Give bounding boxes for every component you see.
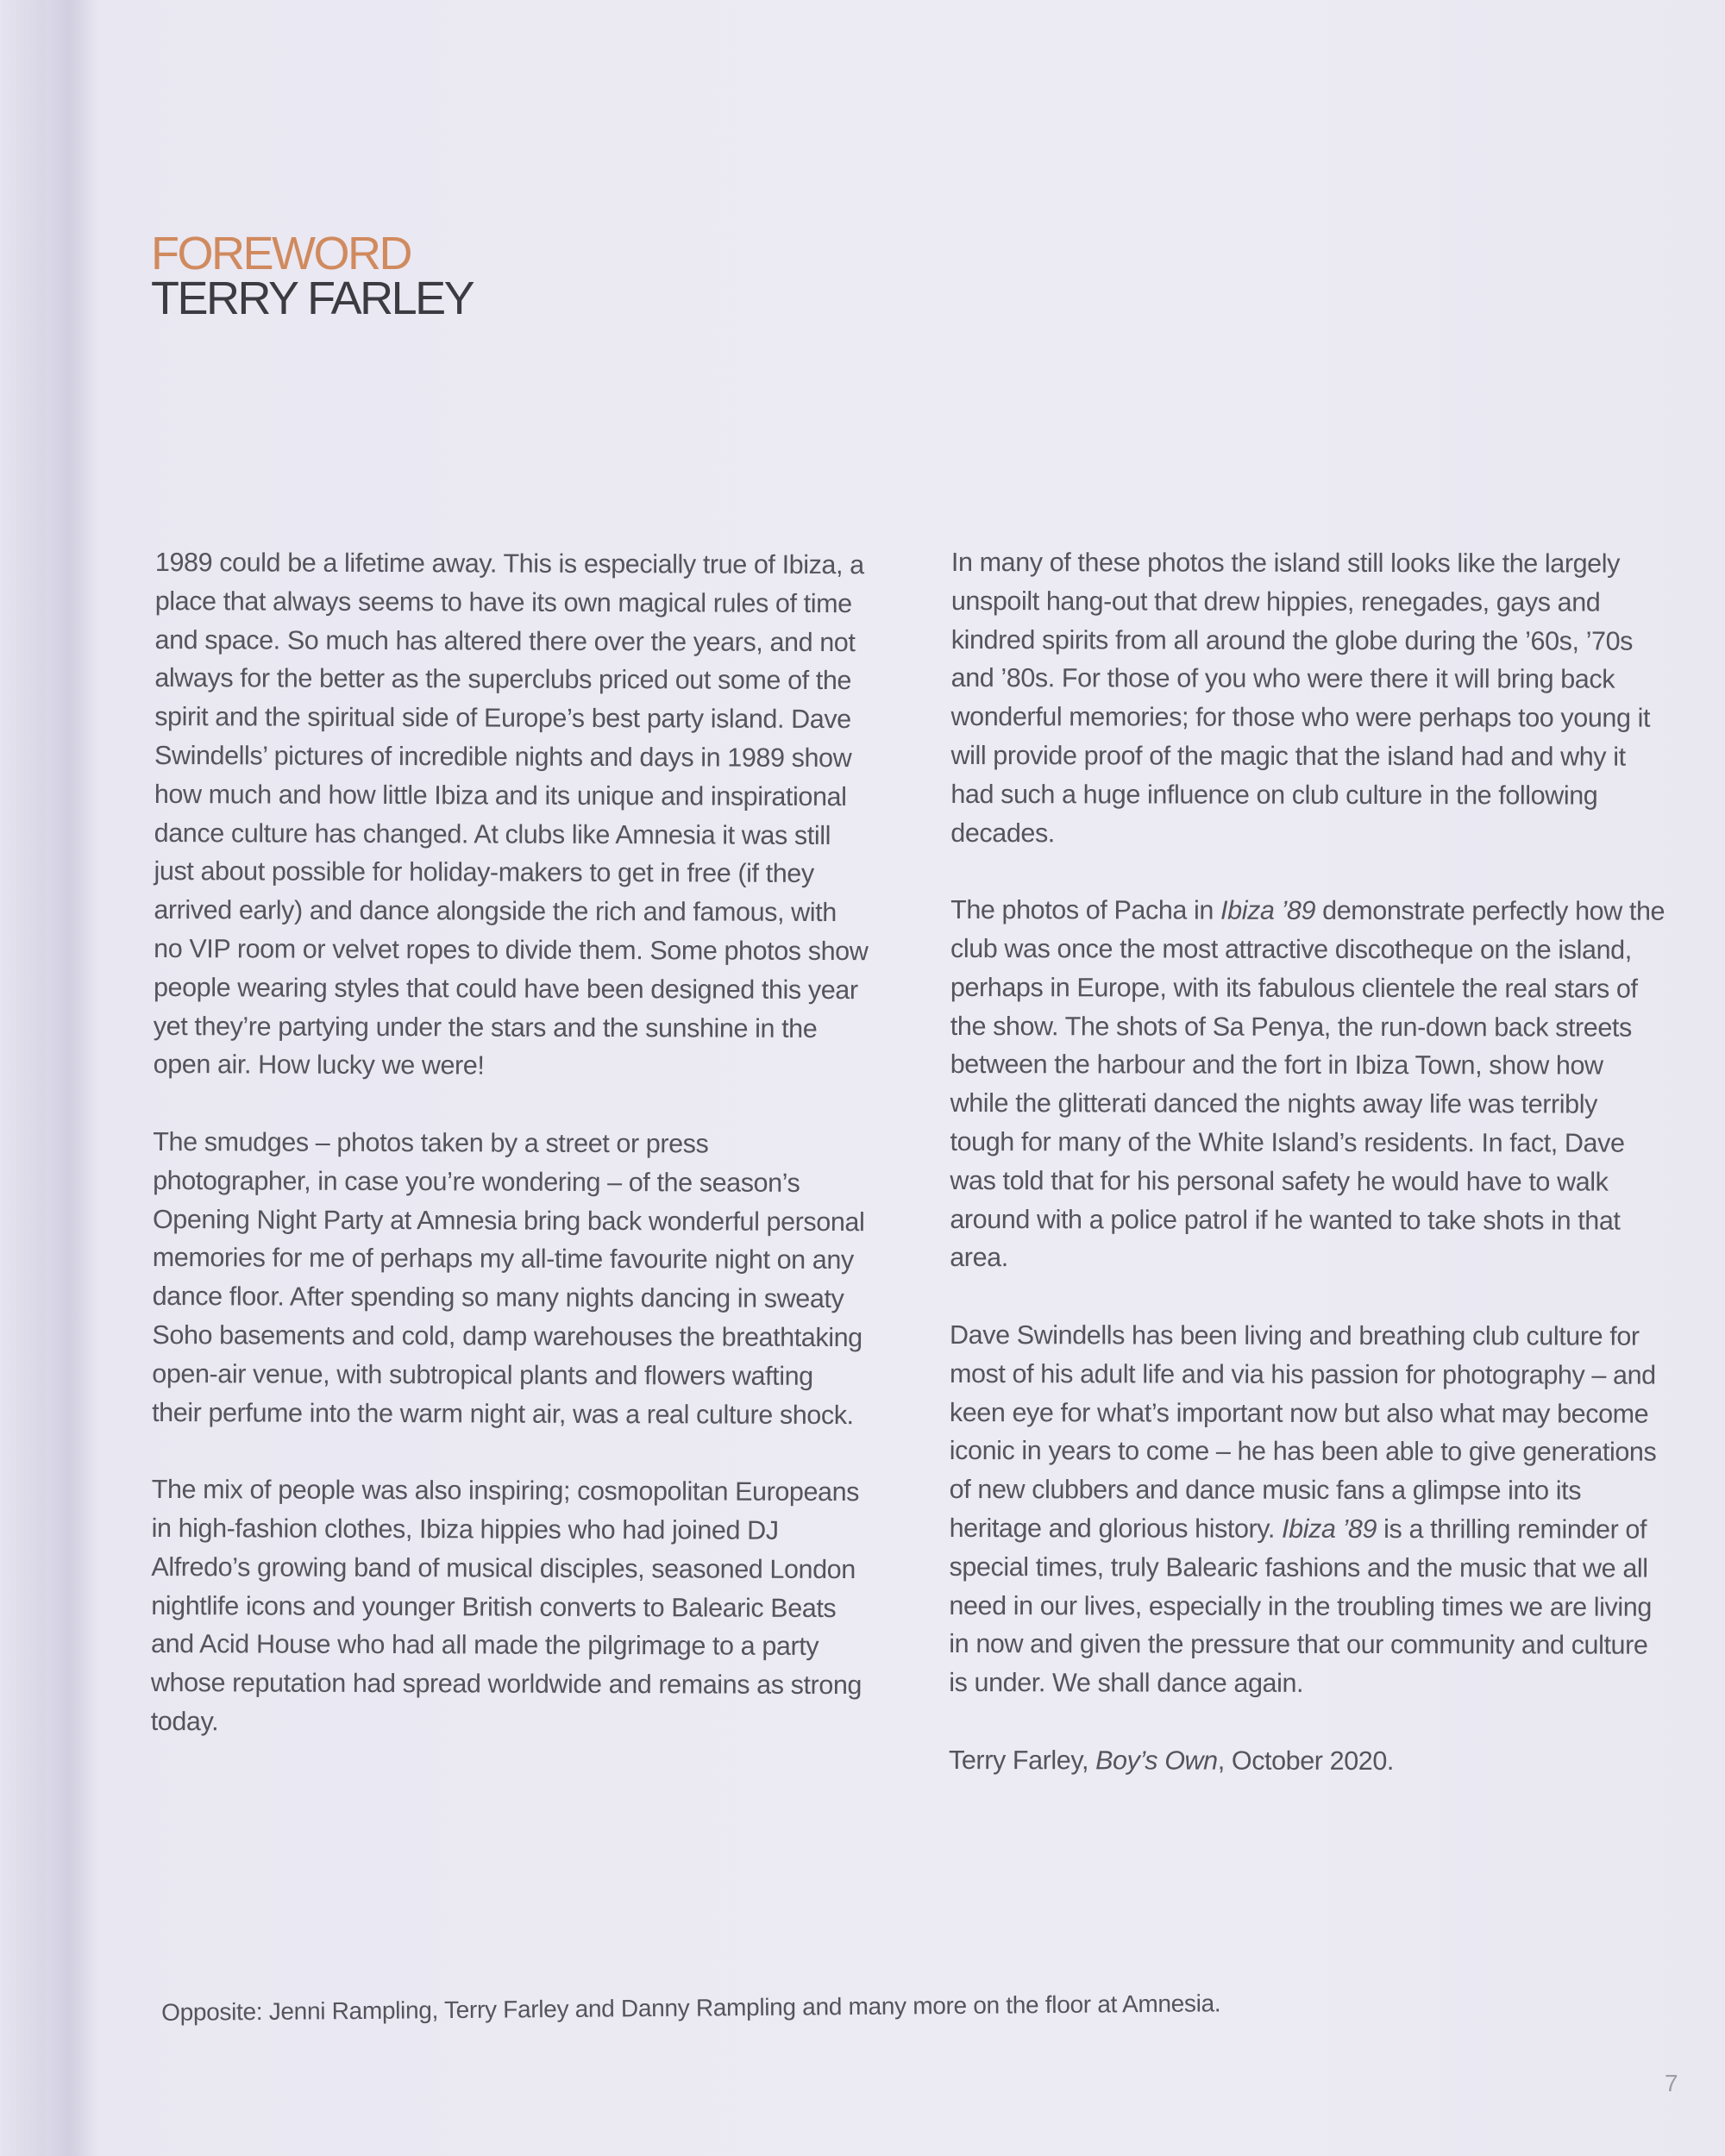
paragraph-2: The smudges – photos taken by a street or press photographer, in case you’re wondering – of the season’s Opening Night Party at Amnesia bring back wonderful personal memories for me of perhaps my all-time favourite night on any dance floor. After spending so many nights dancing in sweaty Soho basements and cold, damp warehouses the breathtaking open-air venue, with subtropical plants and flowers wafting their perfume into the warm night air, was a real culture shock. [152, 1126, 865, 1430]
photo-caption: Opposite: Jenni Rampling, Terry Farley and Danny Rampling and many more on the floor at Amnesia. [161, 1990, 1221, 2026]
paragraph-6 [949, 1316, 1665, 1704]
foreword-heading [151, 228, 474, 324]
paragraph-4: In many of these photos the island still looks like the largely unspoilt hang-out that drew hippies, renegades, gays and kindred spirits from all around the globe during the ’60s, ’70s and ’80s. For those of you who were there it will bring back wonderful memories; for those who were perhaps too young it will provide proof of the magic that the island had and why it had such a huge influence on club culture in the following decades. [950, 548, 1651, 848]
paragraph-6-lead: Dave Swindells has been living and breathing club culture for most of his adult life and via his passion for photography – and keen eye for what’s important now but also what may become iconic in years to come – he has been able to give generations of new clubbers and dance music fans a glimpse into its heritage and glorious history. [949, 1319, 1657, 1544]
signoff [949, 1741, 1665, 1782]
right-column [949, 543, 1667, 1781]
signoff-publication: Boy’s Own [1095, 1745, 1218, 1776]
page-number: 7 [1665, 2070, 1678, 2096]
book-title: Ibiza ’89 [1282, 1514, 1377, 1544]
paragraph-6-rest: is a thrilling reminder of special times, truly Balearic fashions and the music that we all need in our lives, especially in the troubling times we are living in now and given the pressure that our community and culture is under. We shall dance again. [949, 1514, 1652, 1698]
book-title: Ibiza ’89 [1220, 895, 1316, 926]
paragraph-5 [950, 891, 1666, 1279]
paragraph-5-rest: demonstrate perfectly how the club was once the most attractive discotheque on the island, perhaps in Europe, with its fabulous clientele the real stars of the show. The shots of Sa Penya, the run-down back streets between the harbour and the fort in Ibiza Town, show how while the glitterati danced the nights away life was terribly tough for many of the White Island’s residents. In fact, Dave was told that for his personal safety he would have to walk around with a police patrol if he wanted to take shots in that area. [950, 896, 1665, 1273]
paragraph-3: The mix of people was also inspiring; cosmopolitan Europeans in high-fashion clothes, Ibiza hippies who had joined DJ Alfredo’s growing band of musical disciples, seasoned London nightlife icons and younger British converts to Balearic Beats and Acid House who had all made the pilgrimage to a party whose reputation had spread worldwide and remains as strong today. [150, 1475, 862, 1737]
paragraph-5-lead: The photos of Pacha in [950, 895, 1221, 925]
heading-kicker: FOREWORD [151, 228, 411, 279]
paragraph-1: 1989 could be a lifetime away. This is especially true of Ibiza, a place that always seems to have its own magical rules of time and space. So much has altered there over the years, and not always for the better as the superclubs priced out some of the spirit and the spiritual side of Europe’s best party island. Dave Swindells’ pictures of incredible nights and days in 1989 show how much and how little Ibiza and its unique and inspirational dance culture has changed. At clubs like Amnesia it was still just about possible for holiday-makers to get in free (if they arrived early) and dance alongside the rich and famous, with no VIP room or velvet ropes to divide them. Some photos show people wearing styles that could have been designed this year yet they’re partying under the stars and the sunshine in the open air. How lucky we were! [153, 547, 869, 1081]
gutter-shadow [47, 0, 99, 2156]
signoff-date: , October 2020. [1217, 1745, 1395, 1776]
signoff-name: Terry Farley, [949, 1745, 1096, 1776]
heading-author: TERRY FARLEY [151, 273, 474, 324]
left-column [151, 543, 871, 1744]
